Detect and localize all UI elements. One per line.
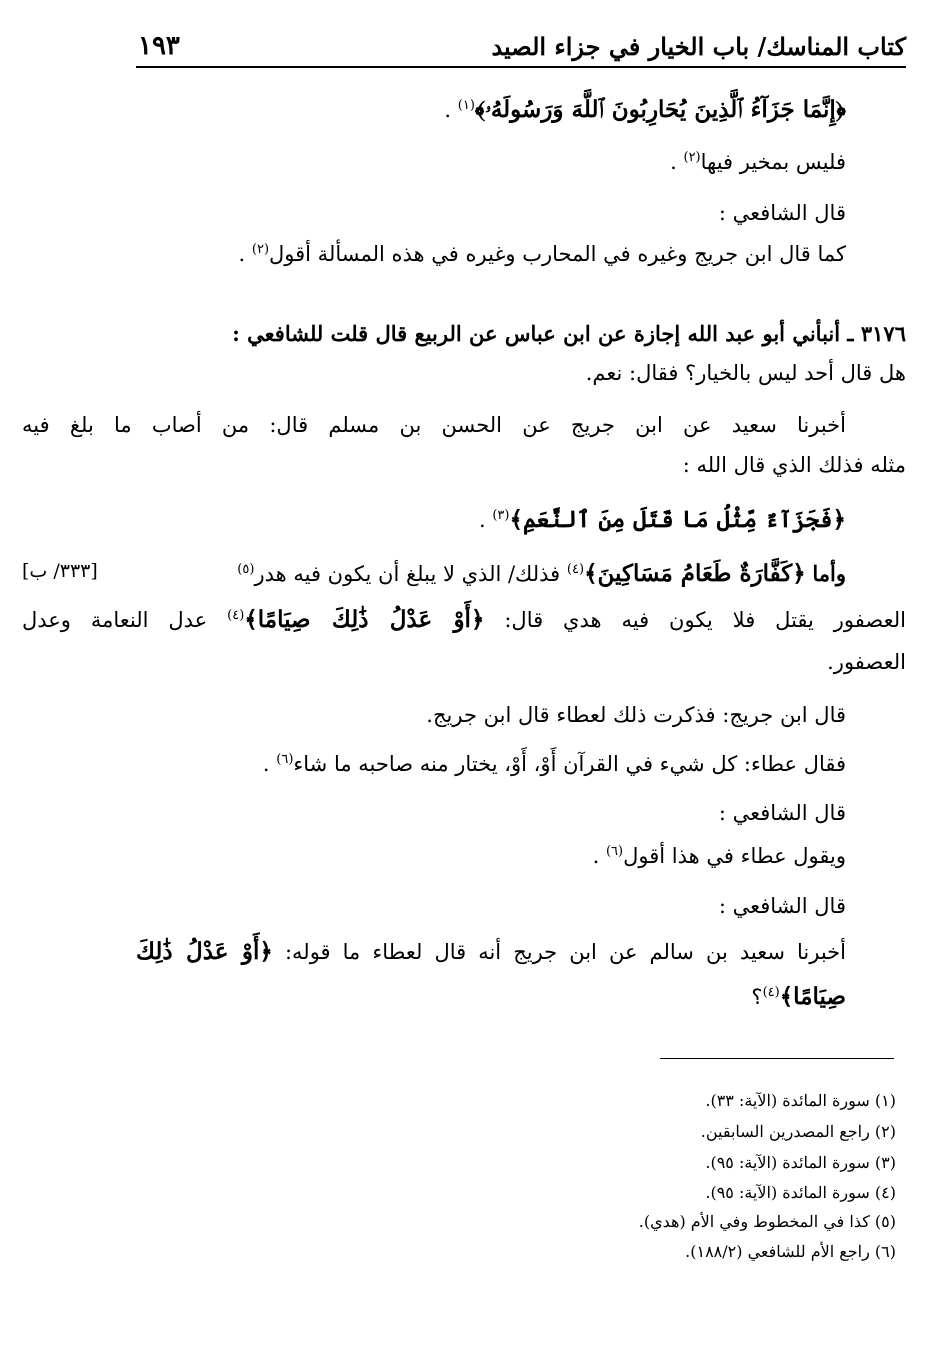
- text-line-4: كما قال ابن جريج وغيره في المحارب وغيره في هذه المسألة أقول$^{(٢)}$ .: [238, 242, 846, 266]
- footnote-separator: [660, 1058, 894, 1059]
- text-line-11: [22, 608, 906, 631]
- text: العصفور يقتل فلا يكون فيه هدي قال:: [504, 608, 906, 632]
- text-line-8: [22, 455, 906, 476]
- text: وأما: [812, 561, 846, 586]
- text: العصفور.: [827, 650, 906, 674]
- text-line-13: [22, 705, 846, 726]
- footnote-3: (٣) سورة المائدة (الآية: ٩٥).: [705, 1153, 896, 1172]
- text-line-2: فليس بمخير فيها$^{(٢)}$ .: [670, 150, 846, 174]
- text-line-18: [136, 940, 846, 963]
- text: فقال عطاء: كل شيء في القرآن أَوْ، أَوْ، يختار منه صاحبه ما شاء: [293, 752, 846, 776]
- quran-quote: ﴿كَفَّارَةٌ طَعَامُ مَسَاكِينَ﴾: [584, 560, 806, 587]
- quran-quote: ﴿إِنَّمَا جَزَآءُ ٱلَّذِينَ يُحَارِبُونَ ٱللَّهَ وَرَسُولَهُۥ﴾: [474, 96, 846, 123]
- question-mark: ؟: [751, 985, 763, 1009]
- footnote-1: (١) سورة المائدة (الآية: ٣٣).: [705, 1091, 896, 1110]
- verse-line-19: [22, 985, 846, 1008]
- narration-line-5: [22, 323, 906, 344]
- footnote-ref: (٢): [683, 150, 701, 165]
- text: مثله فذلك الذي قال الله :: [682, 453, 906, 477]
- text-line-6: [22, 363, 906, 384]
- footnote-ref: (٢): [251, 242, 270, 257]
- text: أخبرنا سعيد بن سالم عن ابن جريج أنه قال لعطاء ما قوله:: [284, 940, 846, 964]
- text: قال الشافعي :: [718, 801, 846, 825]
- text: قال الشافعي :: [718, 201, 846, 225]
- footnote-ref: (١): [457, 98, 475, 113]
- text: فليس بمخير فيها: [700, 150, 846, 174]
- footnote-ref: (٤): [566, 562, 585, 577]
- footnote-ref: (٦): [276, 752, 294, 767]
- speaker-line-15: [22, 803, 846, 824]
- text-line-10: [22, 562, 846, 585]
- text: قال ابن جريج: فذكرت ذلك لعطاء قال ابن جريج.: [426, 703, 846, 727]
- footnote-ref: (٤): [227, 608, 245, 623]
- footnote-ref: (٦): [605, 844, 624, 859]
- footnote-ref: (٤): [762, 985, 780, 1000]
- text: ٣١٧٦ ـ أنبأني أبو عبد الله إجازة عن ابن عباس عن الربيع قال قلت للشافعي :: [232, 321, 906, 346]
- footnote-6: (٦) راجع الأم للشافعي (١٨٨/٢).: [685, 1242, 896, 1261]
- footnote-5: (٥) كذا في المخطوط وفي الأم (هدي).: [638, 1212, 896, 1231]
- text-line-12: [22, 652, 906, 673]
- verse-line-1: ﴿إِنَّمَا جَزَآءُ ٱلَّذِينَ يُحَارِبُونَ ٱللَّهَ وَرَسُولَهُۥ﴾$^{(١)}$ .: [444, 96, 846, 123]
- footnote-ref: (٣): [492, 508, 510, 523]
- running-header: [138, 30, 906, 62]
- text: ويقول عطاء في هذا أقول: [623, 844, 846, 868]
- quran-quote: ﴿فَجَزَآءٌ مِّثْلُ مَا قَتَلَ مِنَ ٱلنَّعَمِ﴾: [509, 506, 846, 533]
- manuscript-margin-marker: [٣٣٣/ ب]: [22, 560, 98, 582]
- text: فذلك/ الذي لا يبلغ أن يكون فيه هدر: [254, 562, 561, 586]
- text-line-16: ويقول عطاء في هذا أقول$^{(٦)}$ .: [592, 844, 846, 868]
- quran-quote: صِيَامًا﴾: [779, 983, 846, 1010]
- speaker-line-17: [22, 896, 846, 917]
- text-line-7: [22, 415, 846, 436]
- footnote-2: (٢) راجع المصدرين السابقين.: [700, 1122, 896, 1141]
- text: هل قال أحد ليس بالخيار؟ فقال: نعم.: [585, 361, 906, 385]
- text: عدل النعامة وعدل: [22, 608, 208, 632]
- text: كما قال ابن جريج وغيره في المحارب وغيره في هذه المسألة أقول: [269, 242, 846, 266]
- quran-quote: ﴿أَوْ عَدْلُ ذَٰلِكَ: [136, 938, 273, 965]
- chapter-title: كتاب المناسك/ باب الخيار في جزاء الصيد: [491, 31, 906, 61]
- header-rule: [136, 66, 906, 68]
- footnote-4: (٤) سورة المائدة (الآية: ٩٥).: [705, 1183, 896, 1202]
- text: أخبرنا سعيد عن ابن جريج عن الحسن بن مسلم قال: من أصاب ما بلغ فيه: [22, 413, 846, 437]
- footnote-ref: (٥): [237, 562, 255, 577]
- quran-quote: ﴿أَوْ عَدْلُ ذَٰلِكَ صِيَامًا﴾: [244, 606, 485, 633]
- verse-line-9: ﴿فَجَزَآءٌ مِّثْلُ مَا قَتَلَ مِنَ ٱلنَّعَمِ﴾$^{(٣)}$ .: [478, 506, 846, 533]
- text: قال الشافعي :: [718, 894, 846, 918]
- text-line-14: فقال عطاء: كل شيء في القرآن أَوْ، أَوْ، يختار منه صاحبه ما شاء$^{(٦)}$ .: [262, 752, 846, 776]
- speaker-line-3: [22, 203, 846, 224]
- page-number: ١٩٣: [138, 31, 180, 61]
